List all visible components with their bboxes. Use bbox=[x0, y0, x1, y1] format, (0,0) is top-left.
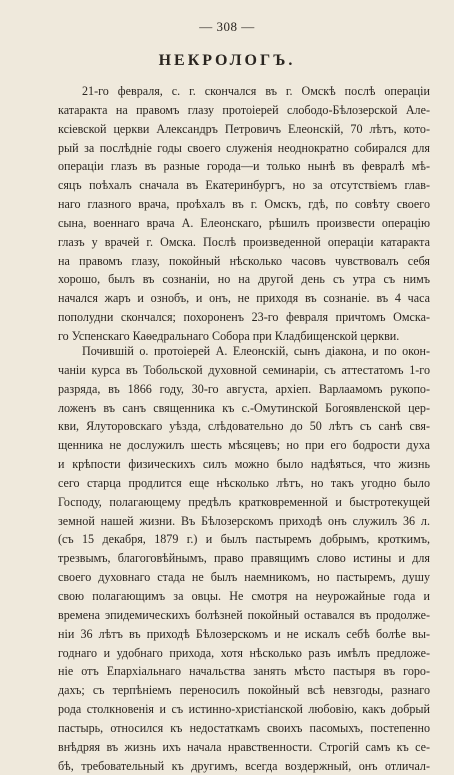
text-line: и крѣпости физическихъ силъ можно было надѣяться, что жизнь bbox=[58, 457, 430, 472]
text-line: на правомъ глазу, покойный нѣсколько часовъ чувствовалъ себя bbox=[58, 253, 430, 268]
text-line: своего духовнаго стада не былъ наемникомъ, но пастыремъ, душу bbox=[58, 570, 430, 585]
text-line: рый за послѣдніе годы своего служенія неоднократно собирался для bbox=[58, 140, 430, 155]
text-line: внѣдряя въ жизнь ихъ начала нравственности. Строгій самъ къ се- bbox=[58, 739, 430, 754]
text-line: глазъ у врачей г. Омска. Послѣ произведенной операціи катаракта bbox=[58, 234, 430, 249]
text-line: пастырь, относился къ недостаткамъ своихъ пасомыхъ, постепенно bbox=[58, 720, 430, 735]
text-line: чаніи курса въ Тобольской духовной семинаріи, съ аттестатомъ 1-го bbox=[58, 362, 430, 377]
text-line: катаракта на правомъ глазу протоіерей слободо-Бѣлозерской Але- bbox=[58, 102, 430, 117]
text-line: ніи 36 лѣтъ въ приходѣ Бѣлозерскомъ и не искалъ себѣ болѣе вы- bbox=[58, 626, 430, 641]
text-line: ложенъ въ санъ священника къ с.-Омутинской Богоявленской цер- bbox=[58, 400, 430, 415]
paragraph-2 bbox=[58, 342, 430, 775]
text-line: бѣ, требовательный къ другимъ, всегда воздержный, онъ отличал- bbox=[58, 758, 430, 773]
text-line: пополудни скончался; похороненъ 23-го февраля причтомъ Омска- bbox=[58, 310, 430, 325]
text-line: кви, Ялуторовскаго уѣзда, слѣдовательно до 50 лѣтъ съ санѣ свя- bbox=[58, 419, 430, 434]
text-line: трезвымъ, благоговѣйнымъ, право правящимъ слово истины и для bbox=[58, 551, 430, 566]
text-line: сего старца продлится еще нѣсколько лѣтъ, но такъ угодно было bbox=[58, 475, 430, 490]
text-line: времена эпидемическихъ болѣзней покойный оставался въ продолже- bbox=[58, 607, 430, 622]
text-line: хорошо, былъ въ сознаніи, но на другой день съ утра съ нимъ bbox=[58, 272, 430, 287]
paragraph-1 bbox=[58, 82, 430, 346]
text-line: ніе отъ Епархіальнаго начальства занять мѣсто пастыря въ горо- bbox=[58, 664, 430, 679]
text-line: го Успенскаго Каѳедральнаго Собора при Кладбищенской церкви. bbox=[58, 328, 400, 343]
text-line: сяцъ поѣхалъ сначала въ Екатеринбургъ, но за отсутствіемъ глав- bbox=[58, 178, 430, 193]
text-line: Господу, полагающему предѣлъ кратковременной и быстротекущей bbox=[58, 494, 430, 509]
text-line: начался жаръ и ознобъ, и онъ, не приходя въ сознаніе. въ 4 часа bbox=[58, 291, 430, 306]
text-line: щенника не дослужилъ шесть мѣсяцевъ; но при его бодрости духа bbox=[58, 438, 430, 453]
text-line: Почившій о. протоіерей А. Елеонскій, сынъ діакона, и по окон- bbox=[82, 344, 430, 358]
page-number: — 308 — bbox=[199, 19, 255, 34]
text-line: дахъ; съ терпѣніемъ переносилъ покойный всѣ невзгоды, разнаго bbox=[58, 683, 430, 698]
text-line: разряда, въ 1866 году, 30-го августа, архіеп. Варлаамомъ рукопо- bbox=[58, 381, 430, 396]
text-line: (съ 15 декабря, 1879 г.) и былъ пастыремъ добрымъ, кроткимъ, bbox=[58, 532, 430, 547]
text-line: сына, военнаго врача А. Елеонскаго, рѣшилъ произвести операцію bbox=[58, 215, 430, 230]
text-line: земной нашей жизни. Въ Бѣлозерскомъ приходѣ онъ служилъ 36 л. bbox=[58, 513, 430, 528]
text-line: 21-го февраля, с. г. скончался въ г. Омскѣ послѣ операціи bbox=[82, 84, 430, 98]
text-line: ксіевской церкви Александръ Петровичъ Елеонскій, 70 лѣтъ, кото- bbox=[58, 121, 430, 136]
text-line: рода столкновенія и съ истинно-христіанской любовію, какъ добрый bbox=[58, 702, 430, 717]
text-line: свою полагающимъ за овцы. Не смотря на неурожайные года и bbox=[58, 588, 430, 603]
section-heading: НЕКРОЛОГЪ. bbox=[158, 52, 296, 69]
text-line: годнаго и удобнаго прихода, хотя нѣсколько разъ имѣлъ предложе- bbox=[58, 645, 430, 660]
text-line: операціи глазъ въ разные города—и только нынѣ въ февралѣ мѣ- bbox=[58, 159, 430, 174]
text-line: наго глазного врача, проѣхалъ въ г. Омскъ, гдѣ, по совѣту своего bbox=[58, 197, 430, 212]
